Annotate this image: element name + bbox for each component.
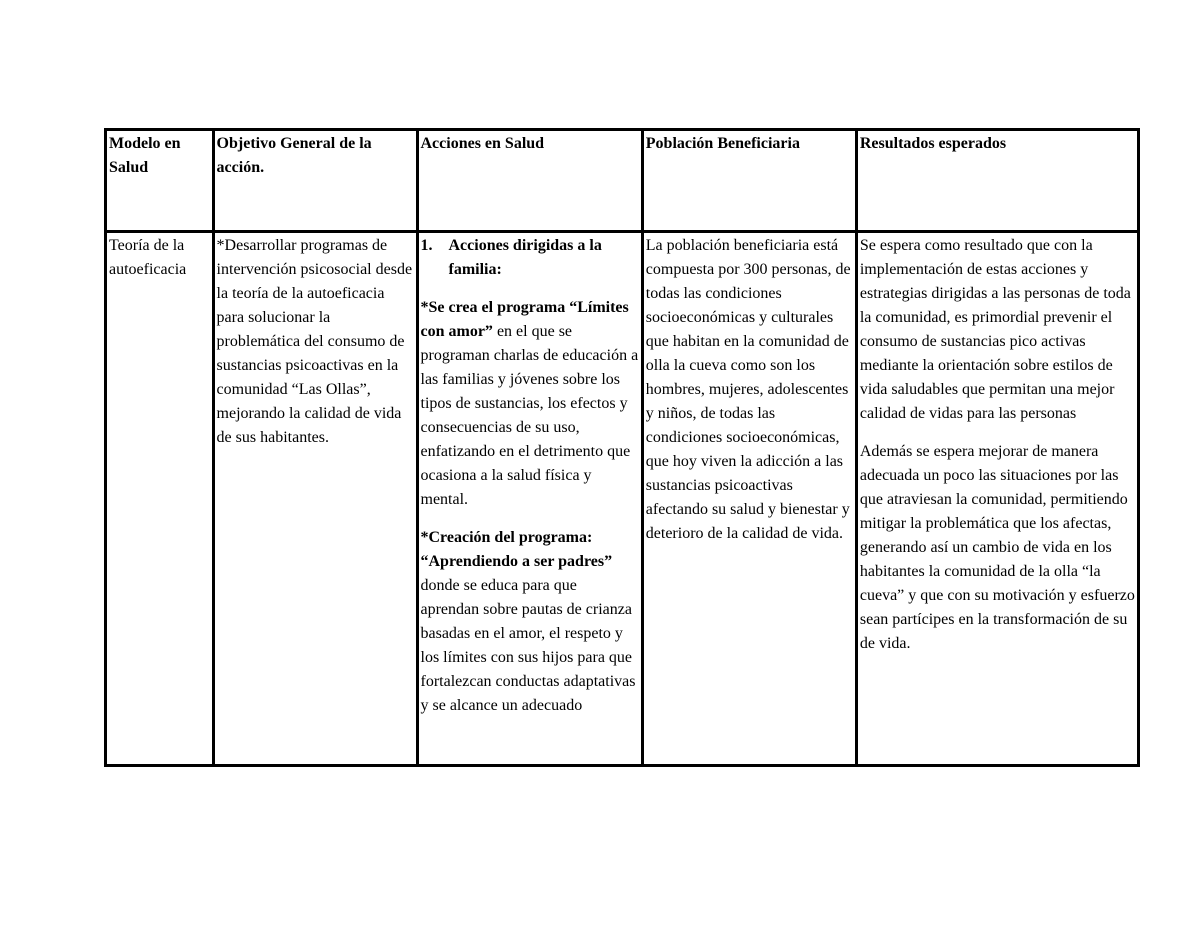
resultados-paragraph-1: Se espera como resultado que con la implementación de estas acciones y estrategias dirigidas a las personas de toda la comunidad, es primordial prevenir el consumo de sustancias pico activas mediante la orientación sobre estilos de vida saludables que permitan una mejor calidad de vidas para las personas	[859, 237, 1131, 422]
cell-modelo: Teoría de la autoeficacia	[106, 232, 214, 766]
list-item-number: 1.	[420, 237, 433, 254]
table-header-row	[106, 130, 1139, 232]
program-description: donde se educa para que aprendan sobre pautas de crianza basadas en el amor, el respeto y los límites con sus hijos para que fortalezcan conductas adaptativas y se alcance un adecuado	[420, 577, 636, 714]
actions-list	[421, 234, 639, 282]
table-row	[106, 232, 1139, 766]
header-resultados-esperados: Resultados esperados	[856, 130, 1138, 232]
header-poblacion-beneficiaria: Población Beneficiaria	[642, 130, 856, 232]
header-modelo-en-salud: Modelo en Salud	[106, 130, 214, 232]
cell-objetivo: *Desarrollar programas de intervención psicosocial desde la teoría de la autoeficacia para solucionar la problemática del consumo de sustancias psicoactivas en la comunidad “Las Ollas”, mejorando la calidad de vida de sus habitantes.	[213, 232, 417, 766]
list-item-title: Acciones dirigidas a la familia:	[448, 237, 602, 278]
program-aprendiendo-a-ser-padres	[421, 526, 639, 718]
header-objetivo-general: Objetivo General de la acción.	[213, 130, 417, 232]
program-title: *Se crea el programa “Límites con amor”	[420, 299, 629, 340]
program-description: en el que se programan charlas de educación a las familias y jóvenes sobre los tipos de sustancias, los efectos y consecuencias de su uso, enfatizando en el detrimento que ocasiona a la salud física y mental.	[420, 323, 639, 508]
cell-resultados	[856, 232, 1138, 766]
program-limites-con-amor	[421, 296, 639, 512]
health-action-table	[104, 128, 1140, 767]
list-item	[421, 234, 639, 282]
cell-poblacion: La población beneficiaria está compuesta por 300 personas, de todas las condiciones socioeconómicas y culturales que habitan en la comunidad de olla la cueva como son los hombres, mujeres, adolescentes y niños, de todas las condiciones socioeconómicas, que hoy viven la adicción a las sustancias psicoactivas afectando su salud y bienestar y deterioro de la calidad de vida.	[642, 232, 856, 766]
resultados-paragraph-2: Además se espera mejorar de manera adecuada un poco las situaciones por las que atraviesan la comunidad, permitiendo mitigar la problemática que los afectas, generando así un cambio de vida en los habitantes la comunidad de la olla “la cueva” y que con su motivación y esfuerzo sean partícipes en la transformación de su de vida.	[859, 443, 1135, 652]
header-acciones-en-salud: Acciones en Salud	[417, 130, 642, 232]
cell-acciones	[417, 232, 642, 766]
program-title: *Creación del programa: “Aprendiendo a ser padres”	[420, 529, 613, 570]
